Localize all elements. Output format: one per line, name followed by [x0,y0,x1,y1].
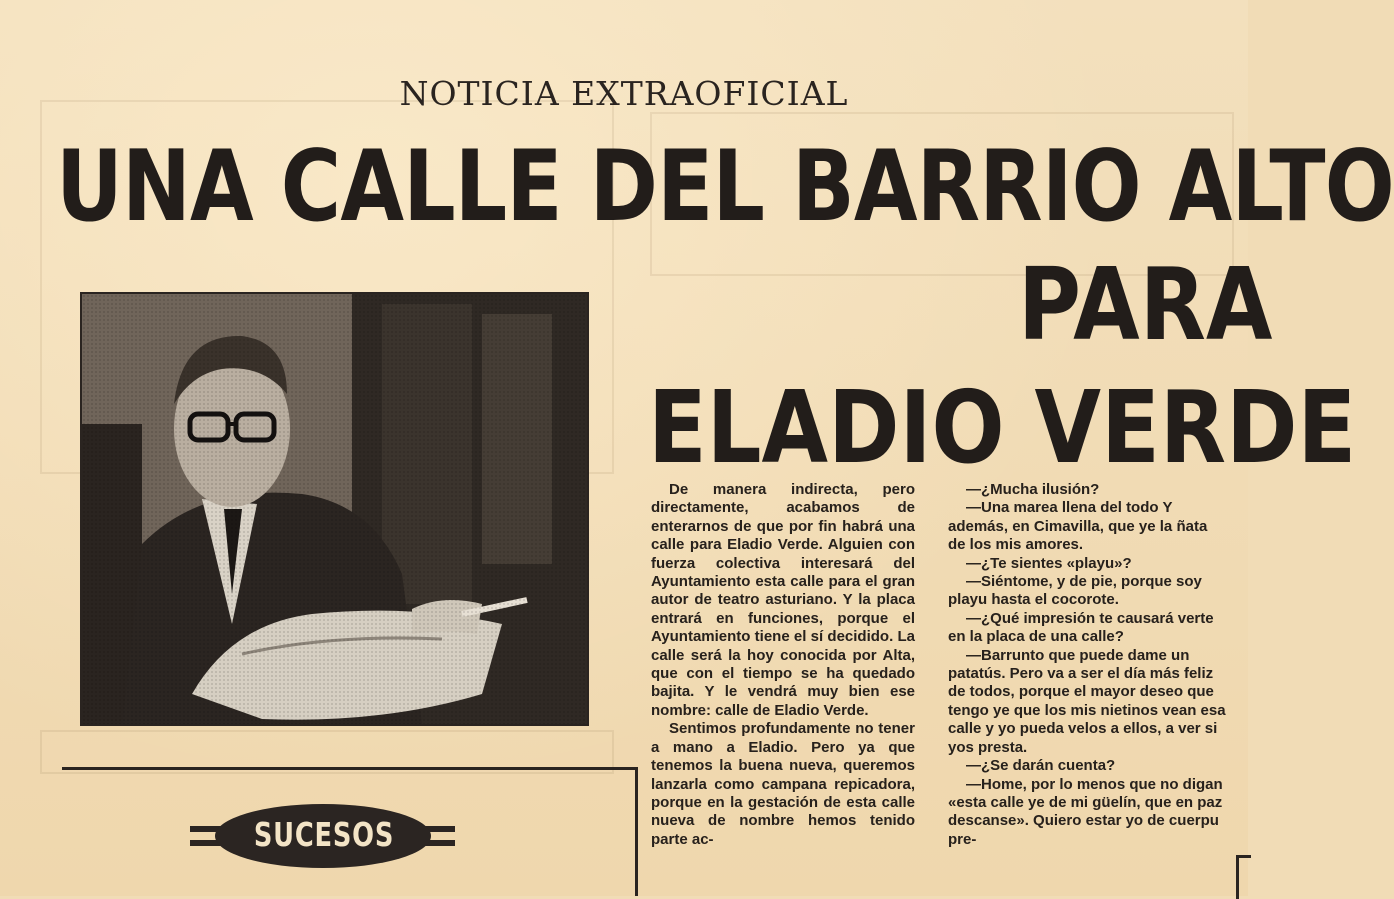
interview-line: —¿Te sientes «playu»? [966,554,1132,572]
interview-line: —Siéntome, y de pie, porque soy playu hasta el cocorote. [948,573,1202,609]
section-banner [190,800,455,872]
interview-line: —¿Mucha ilusión? [966,481,1100,498]
article-column-2 [948,481,1226,849]
interview-line: —Barrunto que puede dame un patatús. Pero va a ser el día más feliz de todos, porque el mayor deseo que tengo ye que los mis nietinos vean esa calle y yo pueda velos a ellos, a ver si yos presta. [948,646,1226,756]
headline-line-1: UNA CALLE DEL BARRIO ALTO [56,130,1394,244]
interview-line: —Home, por lo menos que no digan «esta calle ye de mi güelín, que en paz descanse». Quiero estar yo de cuerpu pre- [948,775,1223,848]
interview-line: —¿Se darán cuenta? [966,757,1116,775]
section-banner-label: SUCESOS [253,815,395,854]
article-paragraph: Sentimos profundamente no tener a mano a Eladio. Pero ya que tenemos la buena nueva, queremos lanzarla como campana repicadora, porque en la gestación de esta calle nueva de nombre hemos tenido parte ac- [651,720,915,848]
section-box-top-rule [62,767,638,770]
article-paragraph: De manera indirecta, pero directamente, acabamos de enterarnos de que por fin habrá una calle para Eladio Verde. Alguien con fuerza colectiva interesará del Ayuntamiento esta calle para el gran autor de teatro asturiano. Y la placa entrará en funciones, porque el Ayuntamiento tiene el sí decidido. La calle será la hoy conocida por Alta, que con el tiempo se ha quedado bajita. Y le vendrá muy bien ese nombre: calle de Eladio Verde. [651,481,915,719]
portrait-photo-graphic [82,294,587,724]
section-box-right-rule [635,767,638,896]
article-kicker: NOTICIA EXTRAOFICIAL [399,74,849,113]
article-column-1 [651,481,915,849]
portrait-photo [80,292,589,726]
headline-line-3: ELADIO VERDE [648,369,1357,486]
adjacent-article-corner [1236,855,1251,899]
headline-line-2: PARA [1018,246,1273,363]
interview-line: —Una marea llena del todo Y además, en Cimavilla, que ye la ñata de los mis amores. [948,499,1208,554]
interview-line: —¿Qué impresión te causará verte en la placa de una calle? [948,609,1214,646]
